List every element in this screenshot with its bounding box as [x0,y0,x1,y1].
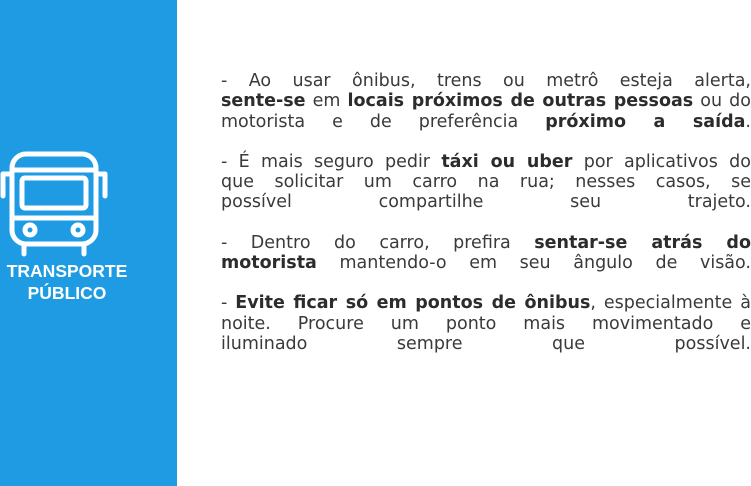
body-text: - É mais seguro pedir [221,151,442,172]
highlight-text: motorista [221,253,317,274]
tip-paragraph [221,152,751,213]
tip-paragraph [221,71,751,132]
tip-line [221,91,751,111]
body-text: em [305,91,348,112]
tip-line [221,233,751,253]
body-text: - Ao usar ônibus, trens ou metrô esteja alerta, [221,71,751,91]
sidebar-panel [0,0,177,486]
body-text: - Dentro do carro, prefira [221,232,535,253]
body-text: iluminado sempre que possível. [221,333,751,354]
highlight-text: próximo a saída [545,111,746,132]
tip-line [221,314,751,334]
body-text: motorista e de preferência [221,111,546,132]
tip-line [221,253,751,273]
highlight-text: sente-se [221,91,306,112]
tip-line [221,152,751,172]
body-text: - [221,293,236,314]
tip-line [221,192,751,212]
tip-line [221,112,751,132]
body-text: ou do [693,91,751,112]
body-text: que solicitar um carro na rua; nesses casos, se [221,172,751,193]
highlight-text: táxi ou uber [441,151,573,172]
bus-icon [0,148,131,258]
highlight-text: locais próximos de outras pessoas [347,91,694,112]
body-text: possível compartilhe seu trajeto. [221,192,751,213]
sidebar-title [0,260,142,304]
tip-paragraph [221,293,751,354]
tip-line [221,71,751,91]
body-text: mantendo-o em seu ângulo de visão. [316,253,751,274]
body-text: . [745,111,751,132]
sidebar-title-line2: PÚBLICO [27,283,107,303]
tip-line [221,334,751,354]
highlight-text: sentar-se atrás do [534,232,751,253]
body-text: noite. Procure um ponto mais movimentado e [221,313,751,334]
sidebar-title-line1: TRANSPORTE [6,261,128,281]
body-text: por aplicativos do [572,151,751,172]
tip-paragraph [221,233,751,274]
body-text: , especialmente à [590,293,751,314]
safety-tips-text [221,71,751,374]
highlight-text: Evite ficar só em pontos de ônibus [235,293,591,314]
tip-line [221,172,751,192]
tip-line [221,293,751,313]
